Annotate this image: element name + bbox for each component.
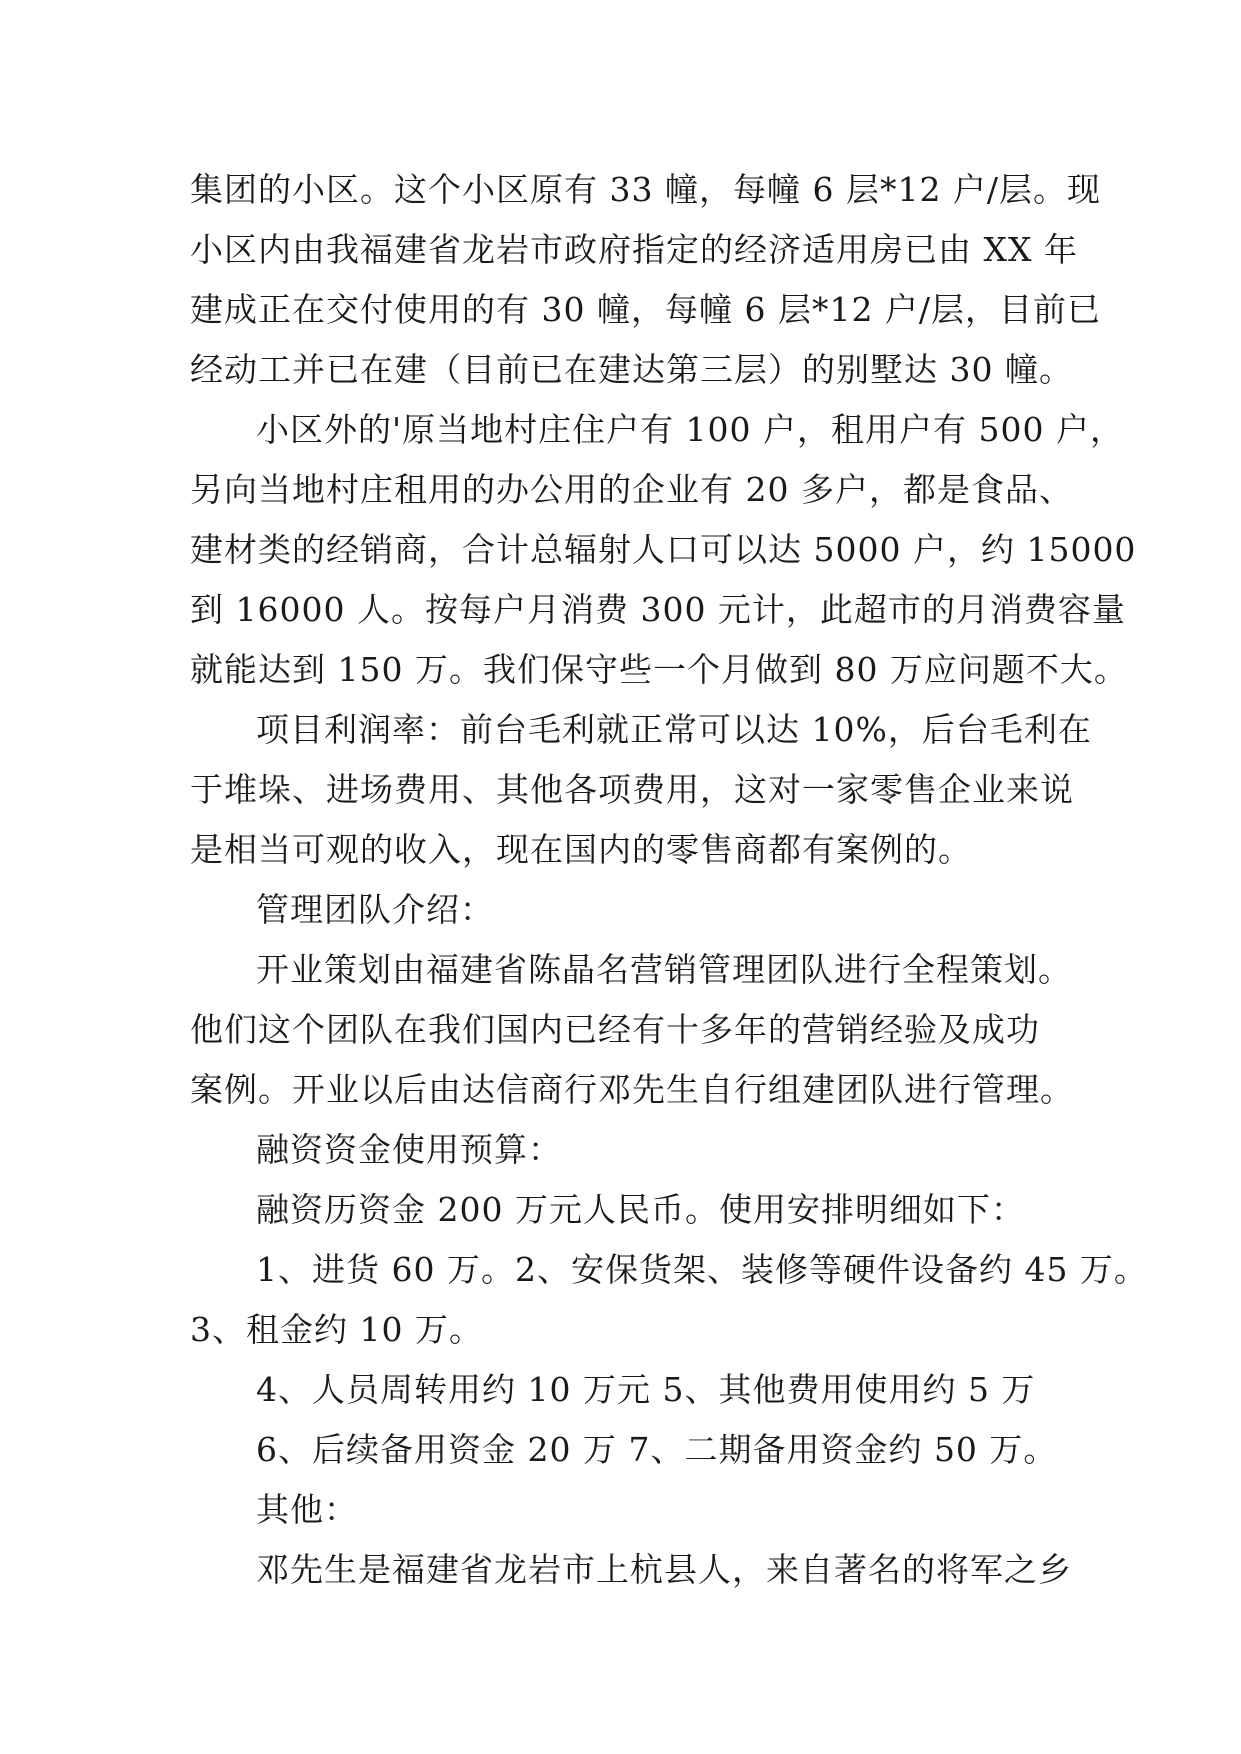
text-line: 建成正在交付使用的有 30 幢，每幢 6 层*12 户/层，目前已 [190,290,1102,329]
text-line: 经动工并已在建（目前已在建达第三层）的别墅达 30 幢。 [190,350,1073,389]
text-line: 他们这个团队在我们国内已经有十多年的营销经验及成功 [190,1010,1040,1049]
text-line: 3、租金约 10 万。 [190,1310,483,1349]
text-line: 邓先生是福建省龙岩市上杭县人，来自著名的将军之乡 [256,1550,1072,1589]
text-line: 集团的小区。这个小区原有 33 幢，每幢 6 层*12 户/层。现 [190,170,1102,209]
text-line: 项目利润率：前台毛利就正常可以达 10%，后台毛利在 [256,710,1092,749]
text-line: 小区内由我福建省龙岩市政府指定的经济适用房已由 XX 年 [190,230,1078,269]
text-line: 建材类的经销商，合计总辐射人口可以达 5000 户，约 15000 [190,530,1137,569]
text-line: 融资资金使用预算： [256,1130,562,1169]
text-line: 另向当地村庄租用的办公用的企业有 20 多户，都是食品、 [190,470,1073,509]
text-line: 小区外的'原当地村庄住户有 100 户，租用户有 500 户， [256,410,1125,449]
document-body [190,160,1148,1600]
text-line: 到 16000 人。按每户月消费 300 元计，此超市的月消费容量 [190,590,1126,629]
text-line: 4、人员周转用约 10 万元 5、其他费用使用约 5 万 [256,1370,1036,1409]
text-line: 1、进货 60 万。2、安保货架、装修等硬件设备约 45 万。 [256,1250,1148,1289]
text-line: 管理团队介绍： [256,890,494,929]
text-line: 是相当可观的收入，现在国内的零售商都有案例的。 [190,830,972,869]
text-line: 案例。开业以后由达信商行邓先生自行组建团队进行管理。 [190,1070,1074,1109]
text-line: 开业策划由福建省陈晶名营销管理团队进行全程策划。 [256,950,1072,989]
text-line: 其他： [256,1490,358,1529]
text-line: 就能达到 150 万。我们保守些一个月做到 80 万应问题不大。 [190,650,1128,689]
text-line: 于堆垛、进场费用、其他各项费用，这对一家零售企业来说 [190,770,1074,809]
text-line: 6、后续备用资金 20 万 7、二期备用资金约 50 万。 [256,1430,1058,1469]
text-line: 融资历资金 200 万元人民币。使用安排明细如下： [256,1190,1025,1229]
